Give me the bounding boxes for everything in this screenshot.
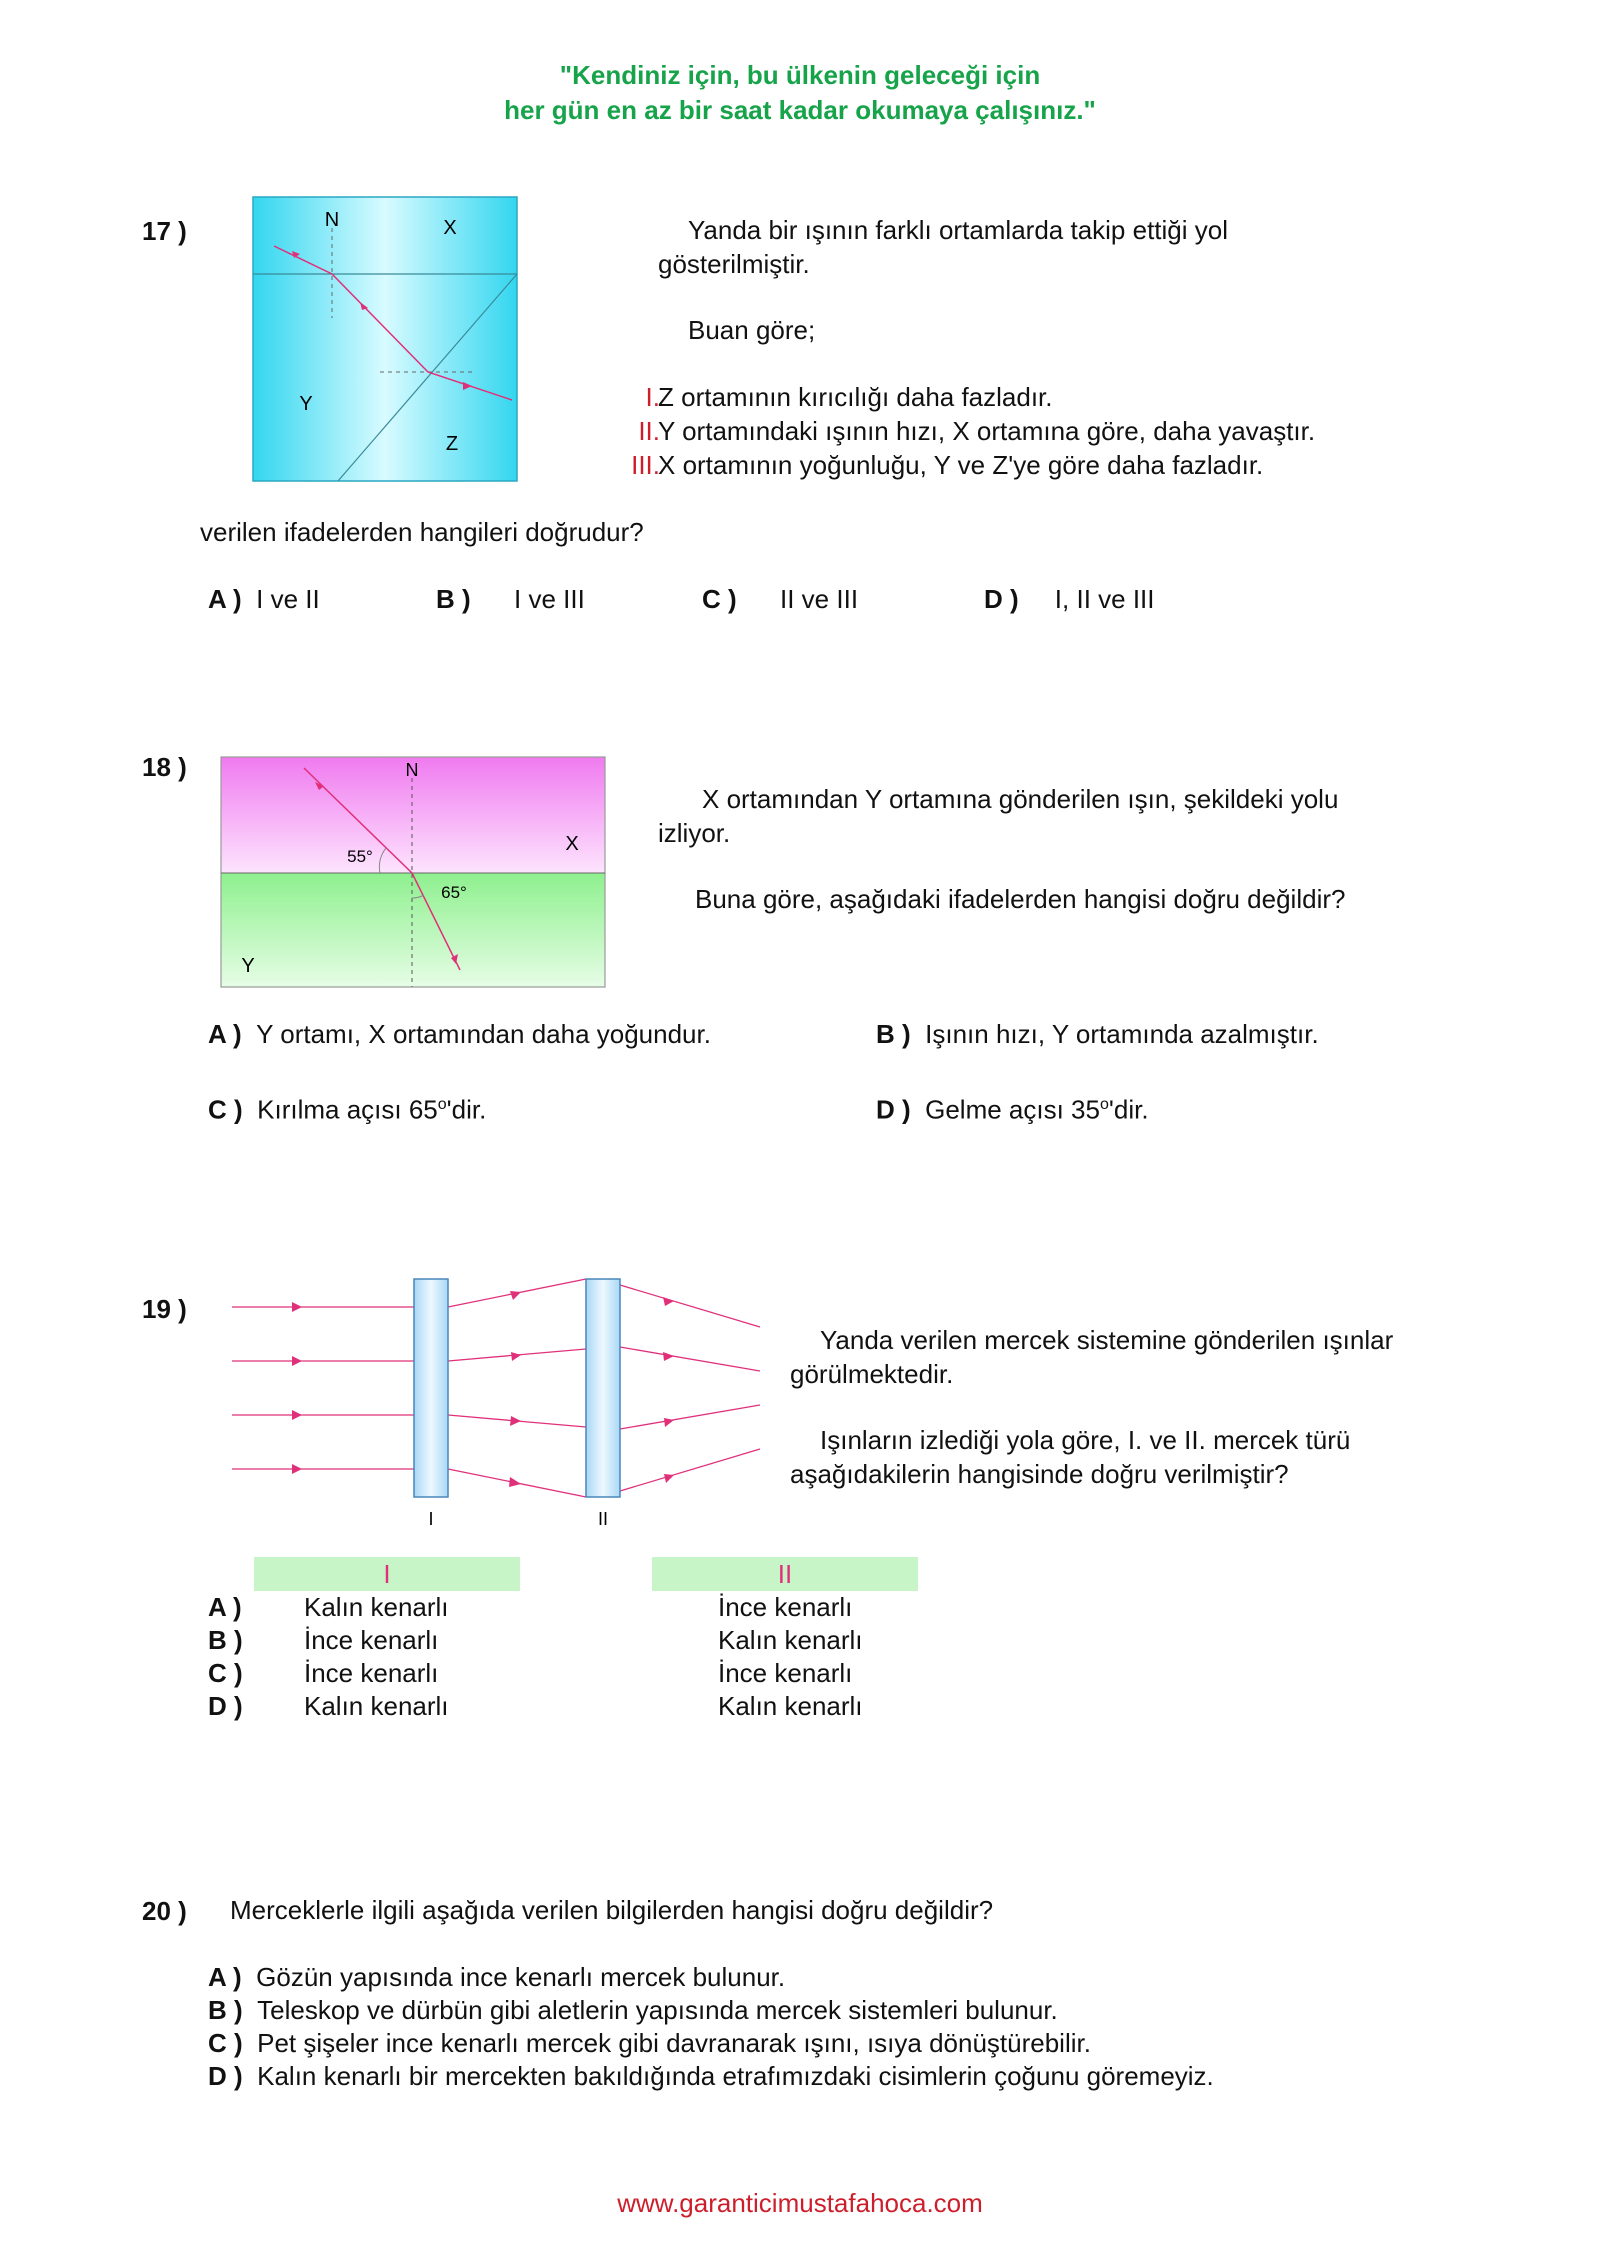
q18-figure <box>220 756 606 988</box>
q17-option-b[interactable]: B ) I ve III <box>436 584 585 614</box>
q19-lens-1 <box>414 1279 448 1497</box>
q18-label-y: Y <box>241 955 255 977</box>
q17-paragraph-2: Buan göre; <box>688 315 816 345</box>
q17-item-3-text: X ortamının yoğunluğu, Y ve Z'ye göre daha fazladır. <box>658 450 1264 480</box>
q18-option-c[interactable]: C ) Kırılma açısı 65$^o$'dir. <box>208 1094 487 1125</box>
q18-label-n: N <box>405 760 419 780</box>
header-quote <box>0 58 1600 128</box>
q19-option-b-col1: İnce kenarlı <box>304 1625 439 1655</box>
q17-label-z: Z <box>445 433 459 455</box>
q18-label-x: X <box>565 833 579 855</box>
q19-lens-2 <box>586 1279 620 1497</box>
q19-option-c-col2: İnce kenarlı <box>718 1658 853 1688</box>
q19-option-d-col1: Kalın kenarlı <box>304 1691 449 1721</box>
q19-outgoing-arrows <box>663 1297 674 1483</box>
q19-outgoing-rays <box>620 1285 760 1491</box>
q20-option-a[interactable]: A ) Gözün yapısında ince kenarlı mercek bulunur. <box>208 1962 786 1992</box>
q19-option-b-label[interactable]: B ) <box>208 1625 243 1655</box>
q18-paragraph-2: Buna göre, aşağıdaki ifadelerden hangisi doğru değildir? <box>695 884 1346 914</box>
q19-paragraph-1b: görülmektedir. <box>790 1359 954 1389</box>
q17-paragraph-1b: gösterilmiştir. <box>658 249 810 279</box>
q19-middle-rays <box>448 1279 586 1497</box>
q17-label-n: N <box>324 209 340 231</box>
q17-item-2-text: Y ortamındaki ışının hızı, X ortamına göre, daha yavaştır. <box>658 416 1316 446</box>
q18-paragraph-1a: X ortamından Y ortamına gönderilen ışın, şekildeki yolu <box>702 784 1339 814</box>
q18-paragraph-1b: izliyor. <box>658 818 731 848</box>
q18-number: 18 ) <box>142 752 187 782</box>
q17-question: verilen ifadelerden hangileri doğrudur? <box>200 517 644 547</box>
q17-item-2-num: II. <box>638 416 660 446</box>
q17-item-3-num: III. <box>631 450 660 480</box>
q19-option-a-col1: Kalın kenarlı <box>304 1592 449 1622</box>
q20-option-d[interactable]: D ) Kalın kenarlı bir mercekten bakıldığında etrafımızdaki cisimlerin çoğunu göremeyiz. <box>208 2061 1214 2091</box>
q18-angle-55: 55° <box>347 847 373 866</box>
q18-option-d[interactable]: D ) Gelme açısı 35$^o$'dir. <box>876 1094 1149 1125</box>
q19-option-d-label[interactable]: D ) <box>208 1691 243 1721</box>
q19-incoming-rays <box>232 1307 414 1469</box>
q19-option-b-col2: Kalın kenarlı <box>718 1625 863 1655</box>
q19-middle-arrows <box>509 1291 521 1487</box>
q17-label-y: Y <box>299 393 313 415</box>
q19-figure <box>230 1275 770 1535</box>
q17-label-x: X <box>443 217 457 239</box>
q19-paragraph-2b: aşağıdakilerin hangisinde doğru verilmiştir? <box>790 1459 1289 1489</box>
footer-url[interactable]: www.garanticimustafahoca.com <box>617 2188 983 2218</box>
q17-item-1-num: I. <box>645 382 660 412</box>
q18-medium-y <box>221 873 605 987</box>
q19-lens-1-label: I <box>428 1509 434 1529</box>
q19-lens-2-label: II <box>597 1509 609 1529</box>
q17-medium-box <box>253 197 517 481</box>
q20-option-b[interactable]: B ) Teleskop ve dürbün gibi aletlerin yapısında mercek sistemleri bulunur. <box>208 1995 1058 2025</box>
q17-option-a[interactable]: A ) I ve II <box>208 584 320 614</box>
q17-figure <box>252 196 518 482</box>
q18-option-b[interactable]: B ) Işının hızı, Y ortamında azalmıştır. <box>876 1019 1319 1049</box>
q20-option-c[interactable]: C ) Pet şişeler ince kenarlı mercek gibi davranarak ışını, ısıya dönüştürebilir. <box>208 2028 1091 2058</box>
q19-paragraph-1a: Yanda verilen mercek sistemine gönderilen ışınlar <box>820 1325 1394 1355</box>
q19-option-d-col2: Kalın kenarlı <box>718 1691 863 1721</box>
q19-option-c-label[interactable]: C ) <box>208 1658 243 1688</box>
q18-option-a[interactable]: A ) Y ortamı, X ortamından daha yoğundur. <box>208 1019 711 1049</box>
q17-item-1-text: Z ortamının kırıcılığı daha fazladır. <box>658 382 1053 412</box>
q19-number: 19 ) <box>142 1294 187 1324</box>
q17-option-d[interactable]: D ) I, II ve III <box>984 584 1155 614</box>
q20-question: Merceklerle ilgili aşağıda verilen bilgilerden hangisi doğru değildir? <box>230 1895 994 1925</box>
q19-option-c-col1: İnce kenarlı <box>304 1658 439 1688</box>
q17-option-c[interactable]: C ) II ve III <box>702 584 859 614</box>
q20-number: 20 ) <box>142 1896 187 1926</box>
q19-column-2-title: II <box>777 1559 793 1589</box>
q19-paragraph-2a: Işınların izlediği yola göre, I. ve II. mercek türü <box>820 1425 1351 1455</box>
q19-column-1-title: I <box>383 1559 391 1589</box>
q17-number: 17 ) <box>142 216 187 246</box>
q18-angle-65: 65° <box>441 883 467 902</box>
q19-option-a-col2: İnce kenarlı <box>718 1592 853 1622</box>
q17-paragraph-1a: Yanda bir ışının farklı ortamlarda takip ettiği yol <box>688 215 1228 245</box>
q19-incoming-arrows <box>292 1302 302 1474</box>
header-line-1: "Kendiniz için, bu ülkenin geleceği için <box>559 60 1041 90</box>
header-line-2: her gün en az bir saat kadar okumaya çalışınız." <box>504 95 1096 125</box>
q19-option-a-label[interactable]: A ) <box>208 1592 242 1622</box>
